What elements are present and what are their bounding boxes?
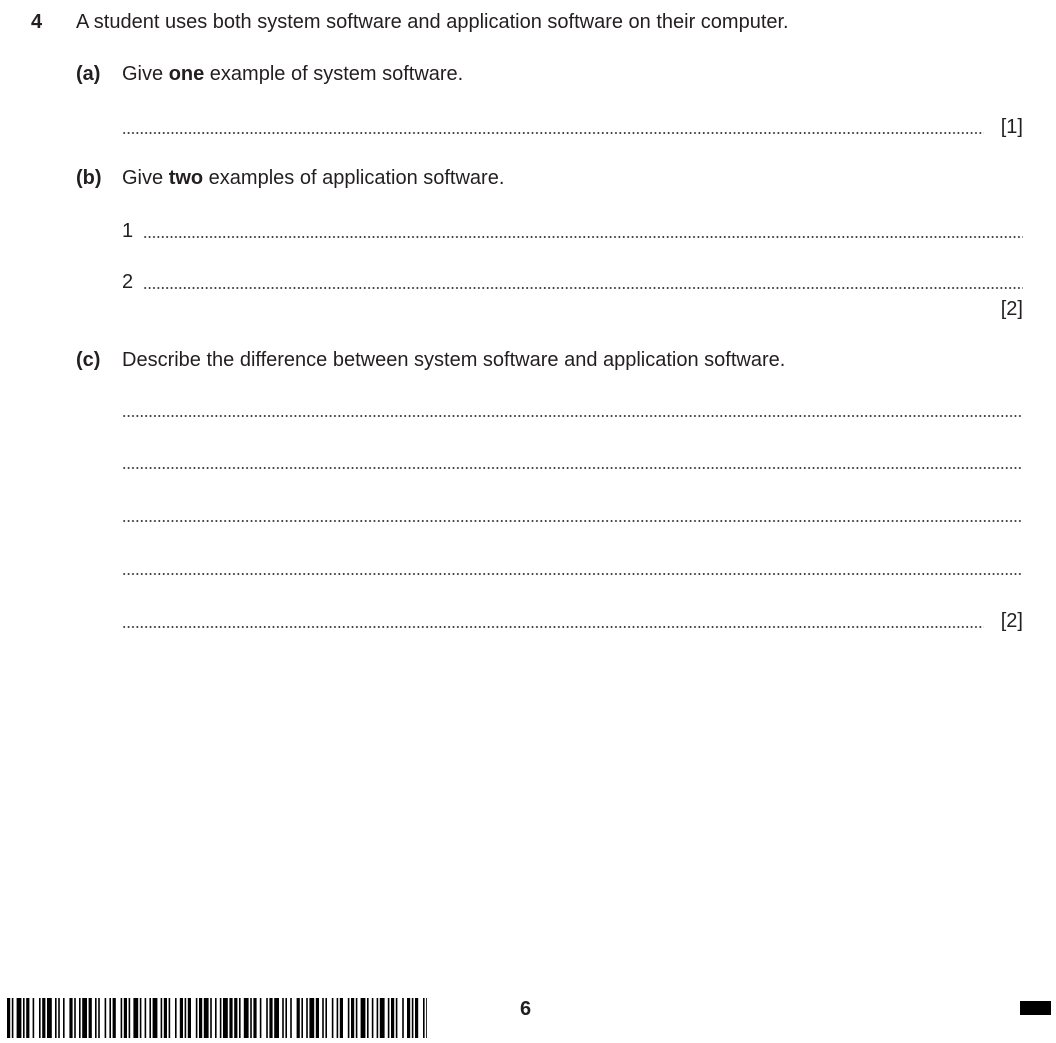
- barcode-bar: [367, 998, 369, 1038]
- barcode-bar: [145, 998, 147, 1038]
- barcode-bar: [109, 998, 111, 1038]
- barcode-bar: [140, 998, 142, 1038]
- barcode-bar: [210, 998, 212, 1038]
- barcode-bar: [239, 998, 241, 1038]
- answer-line-c5[interactable]: [122, 625, 984, 629]
- barcode-bar: [266, 998, 268, 1038]
- barcode-bar: [63, 998, 65, 1038]
- part-a-text: Give one example of system software.: [122, 63, 464, 85]
- barcode-bar: [244, 998, 249, 1038]
- page-number: 6: [520, 998, 532, 1020]
- barcode-bar: [180, 998, 183, 1038]
- barcode-bar: [124, 998, 127, 1038]
- barcode-bar: [332, 998, 334, 1038]
- barcode-bar: [426, 998, 427, 1038]
- barcode-bar: [69, 998, 72, 1038]
- barcode-bar: [285, 998, 287, 1038]
- answer-line-a[interactable]: [122, 131, 984, 135]
- part-b-label: (b): [76, 167, 102, 189]
- answer-line-c1[interactable]: [122, 414, 1023, 418]
- barcode-bar: [412, 998, 414, 1038]
- barcode-bar: [55, 998, 57, 1038]
- barcode-bar: [58, 998, 60, 1038]
- barcode-bar: [89, 998, 92, 1038]
- answer-line-c2[interactable]: [122, 466, 1023, 470]
- barcode-bar: [388, 998, 390, 1038]
- barcode-bar: [250, 998, 252, 1038]
- barcode-bar: [39, 998, 41, 1038]
- barcode-bar: [169, 998, 171, 1038]
- question-number: 4: [31, 11, 43, 33]
- barcode-bar: [47, 998, 52, 1038]
- barcode-bar: [282, 998, 284, 1038]
- barcode-bar: [380, 998, 385, 1038]
- barcode-bar: [274, 998, 279, 1038]
- barcode-bar: [129, 998, 131, 1038]
- marks-a: [1]: [1000, 116, 1023, 138]
- barcode-bar: [361, 998, 366, 1038]
- barcode-bar: [260, 998, 262, 1038]
- barcode-bar: [164, 998, 167, 1038]
- barcode-bar: [322, 998, 324, 1038]
- barcode-bar: [17, 998, 22, 1038]
- barcode-bar: [204, 998, 209, 1038]
- barcode-bar: [95, 998, 97, 1038]
- marks-b: [2]: [1000, 298, 1023, 320]
- barcode-bar: [105, 998, 107, 1038]
- barcode-bar: [269, 998, 272, 1038]
- answer-line-c4[interactable]: [122, 572, 1023, 576]
- barcode-bar: [33, 998, 35, 1038]
- answer-line-b2[interactable]: [143, 286, 1023, 290]
- barcode-bar: [351, 998, 354, 1038]
- barcode-bar: [234, 998, 237, 1038]
- barcode-bar: [185, 998, 187, 1038]
- barcode-bar: [223, 998, 228, 1038]
- marks-c: [2]: [1000, 610, 1023, 632]
- barcode-bar: [23, 998, 25, 1038]
- barcode-bar: [407, 998, 410, 1038]
- barcode-bar: [98, 998, 100, 1038]
- barcode-bar: [82, 998, 87, 1038]
- corner-mark: [1020, 1001, 1051, 1015]
- barcode-bar: [316, 998, 319, 1038]
- barcode-bar: [340, 998, 343, 1038]
- barcode-bar: [402, 998, 404, 1038]
- barcode-bar: [337, 998, 339, 1038]
- barcode-bar: [42, 998, 45, 1038]
- barcode-bar: [301, 998, 303, 1038]
- barcode-bar: [113, 998, 116, 1038]
- part-c-text: Describe the difference between system software and application software.: [122, 349, 786, 371]
- barcode-bar: [297, 998, 300, 1038]
- answer-line-b1-number: 1: [122, 220, 134, 242]
- barcode-bar: [26, 998, 29, 1038]
- answer-line-c3[interactable]: [122, 519, 1023, 523]
- part-a-label: (a): [76, 63, 101, 85]
- barcode-bar: [220, 998, 222, 1038]
- barcode-bar: [153, 998, 158, 1038]
- barcode-bar: [199, 998, 202, 1038]
- barcode-bar: [133, 998, 138, 1038]
- barcode-bar: [423, 998, 425, 1038]
- question-stem: A student uses both system software and application software on their computer.: [76, 11, 789, 33]
- barcode-bar: [175, 998, 177, 1038]
- barcode-bar: [196, 998, 198, 1038]
- barcode-bar: [377, 998, 379, 1038]
- barcode-bar: [396, 998, 398, 1038]
- barcode-bar: [12, 998, 14, 1038]
- barcode-bar: [325, 998, 327, 1038]
- barcode-bar: [74, 998, 76, 1038]
- barcode-bar: [415, 998, 418, 1038]
- barcode-bar: [356, 998, 358, 1038]
- barcode-bar: [7, 998, 10, 1038]
- barcode-bar: [391, 998, 394, 1038]
- barcode-bar: [121, 998, 123, 1038]
- barcode-bar: [290, 998, 292, 1038]
- answer-line-b2-number: 2: [122, 271, 134, 293]
- barcode-bar: [348, 998, 350, 1038]
- answer-line-b1[interactable]: [143, 235, 1023, 239]
- barcode-bar: [149, 998, 151, 1038]
- barcode-bar: [161, 998, 163, 1038]
- part-c-label: (c): [76, 349, 101, 371]
- barcode-bar: [215, 998, 217, 1038]
- barcode-bar: [309, 998, 314, 1038]
- barcode-bar: [306, 998, 308, 1038]
- barcode-bar: [372, 998, 374, 1038]
- barcode: [7, 998, 427, 1038]
- barcode-bar: [79, 998, 81, 1038]
- barcode-bar: [188, 998, 191, 1038]
- barcode-bar: [229, 998, 232, 1038]
- part-b-text: Give two examples of application software.: [122, 167, 505, 189]
- barcode-bar: [253, 998, 256, 1038]
